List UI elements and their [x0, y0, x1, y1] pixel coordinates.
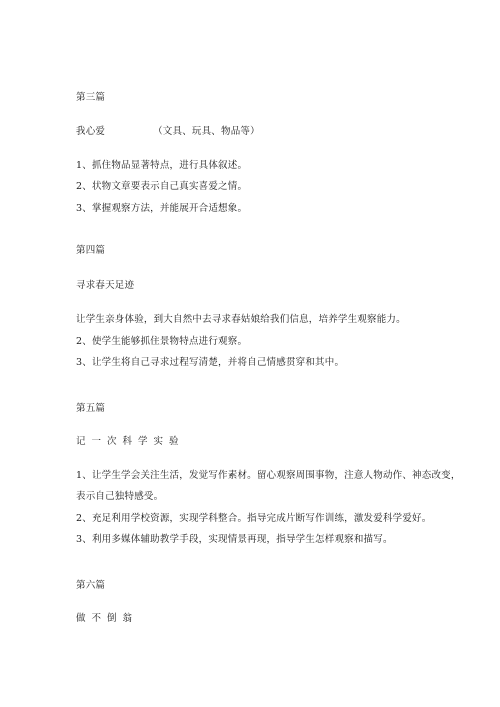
list-item-continuation: 表示自己独特感受。	[76, 491, 164, 502]
section-title-row	[76, 126, 260, 138]
section-heading: 第六篇	[76, 580, 106, 591]
section-heading: 第五篇	[76, 403, 106, 414]
section-subtitle: （文具、玩具、物品等）	[153, 126, 260, 137]
section-title: 做不倒翁	[76, 613, 139, 624]
section-title: 记一次科学实验	[76, 436, 185, 447]
section-title: 我心爱	[76, 126, 106, 137]
section-heading: 第三篇	[76, 92, 106, 103]
section-title: 寻求春天足迹	[76, 280, 135, 291]
list-item: 1、抓住物品显著特点，进行具体叙述。	[76, 160, 248, 171]
list-item: 让学生亲身体验，到大自然中去寻求春姑娘给我们信息，培养学生观察能力。	[76, 314, 406, 325]
list-item: 2、充足利用学校资源，实现学科整合。指导完成片断写作训练，激发爱科学爱好。	[76, 513, 432, 524]
section-heading: 第四篇	[76, 245, 106, 256]
list-item: 3、利用多媒体辅助教学手段，实现情景再现，指导学生怎样观察和描写。	[76, 534, 393, 545]
list-item: 3、让学生将自己寻求过程写清楚，并将自己情感贯穿和其中。	[76, 357, 345, 368]
list-item: 1、让学生学会关注生活，发觉写作素材。留心观察周围事物，注意人物动作、神态改变，	[76, 470, 461, 481]
list-item: 2、状物文章要表示自己真实喜爱之情。	[76, 181, 248, 192]
list-item: 2、使学生能够抓住景物特点进行观察。	[76, 336, 248, 347]
list-item: 3、掌握观察方法，并能展开合适想象。	[76, 203, 248, 214]
